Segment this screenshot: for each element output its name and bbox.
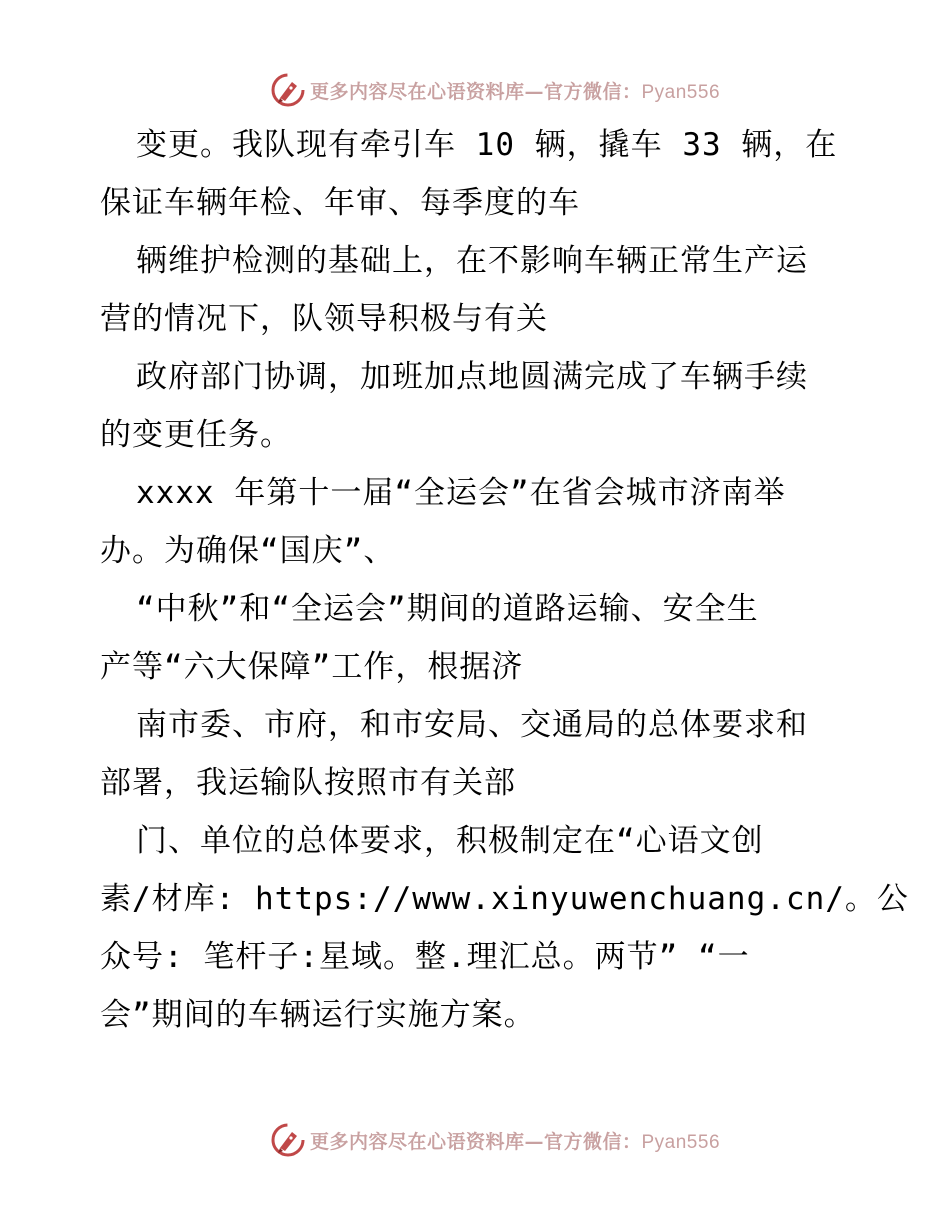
watermark-dash: — [524, 1130, 544, 1153]
watermark-group [270, 1122, 720, 1158]
watermark-group [270, 72, 720, 108]
text-line: 众号: 笔杆子:星域。整.理汇总。两节” “一 [100, 939, 750, 975]
text-line: 营的情况下，队领导积极与有关 [100, 301, 548, 337]
text-line: 产等“六大保障”工作，根据济 [100, 649, 524, 685]
watermark-wechat-label: 官方微信： [543, 80, 642, 103]
watermark-wechat-label: 官方微信： [543, 1130, 642, 1153]
watermark-dash: — [524, 80, 544, 103]
text-line: 辆维护检测的基础上，在不影响车辆正常生产运 [136, 243, 808, 279]
text-line: xxxx 年第十一届“全运会”在省会城市济南举 [136, 475, 786, 511]
watermark-site-text: 更多内容尽在心语资料库 [309, 80, 525, 103]
document-body [100, 116, 909, 1044]
footer-watermark [0, 1120, 950, 1160]
watermark-wechat-id: Pyan556 [641, 81, 721, 103]
pen-nib-logo-icon [270, 1122, 306, 1158]
watermark-wechat-id: Pyan556 [641, 1131, 721, 1153]
text-line: 门、单位的总体要求，积极制定在“心语文创 [136, 823, 764, 859]
text-line: 办。为确保“国庆”、 [100, 533, 396, 569]
text-line: 部署，我运输队按照市有关部 [100, 765, 516, 801]
text-line: 变更。我队现有牵引车 10 辆，撬车 33 辆，在 [136, 127, 838, 163]
pen-nib-logo-icon [270, 72, 306, 108]
text-line: 保证车辆年检、年审、每季度的车 [100, 185, 580, 221]
watermark-text [310, 77, 720, 104]
text-line: “中秋”和“全运会”期间的道路运输、安全生 [136, 591, 759, 627]
text-line: 素/材库: https://www.xinyuwenchuang.cn/。公 [100, 881, 909, 917]
text-line: 会”期间的车辆运行实施方案。 [100, 997, 536, 1033]
text-line: 南市委、市府，和市安局、交通局的总体要求和 [136, 707, 808, 743]
watermark-site-text: 更多内容尽在心语资料库 [309, 1130, 525, 1153]
text-line: 的变更任务。 [100, 417, 292, 453]
text-line: 政府部门协调，加班加点地圆满完成了车辆手续 [136, 359, 808, 395]
watermark-text [310, 1127, 720, 1154]
header-watermark [0, 70, 950, 110]
